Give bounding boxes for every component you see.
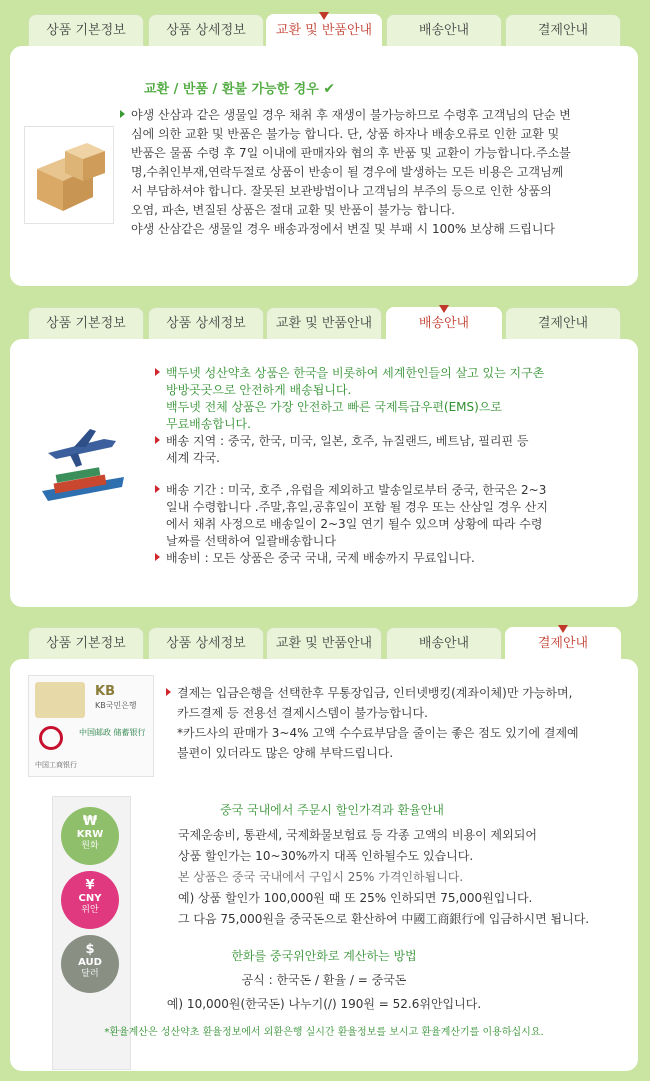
currency-symbol: ¥ — [85, 878, 95, 893]
payment-line: 카드결제 등 전용선 결제시스템이 불가능합니다. — [177, 706, 428, 720]
tab-payment[interactable] — [505, 627, 621, 663]
payment-body — [166, 683, 631, 763]
discount-line: 상품 할인가는 10~30%까지 대폭 인하될수도 있습니다. — [178, 849, 474, 863]
example-text: 예) 10,000원(한국돈) 나누기(/) 190원 = 52.6위안입니다. — [166, 997, 482, 1011]
transport-image — [34, 419, 130, 513]
tab-basic-info[interactable]: 상품 기본정보 — [28, 307, 144, 341]
bullet-icon — [166, 688, 171, 696]
shipping-item-region — [155, 433, 625, 467]
exchange-line-text: 야생 산삼과 같은 생물일 경우 채취 후 재생이 불가능하므로 수령후 고객님의 단순 변 — [131, 108, 571, 122]
shipping-line-text: 배송비 : 모든 상품은 중국 국내, 국제 배송까지 무료입니다. — [166, 551, 475, 565]
active-tab-marker-icon — [319, 12, 329, 20]
exchange-heading-text: 교환 / 반품 / 환불 가능한 경우 — [144, 82, 319, 97]
kb-logo-icon: KB — [95, 684, 115, 699]
shipping-line — [155, 365, 625, 382]
bullet-icon — [120, 110, 125, 118]
exchange-panel — [10, 46, 638, 286]
shipping-line-text: 배송 지역 : 중국, 한국, 미국, 일본, 호주, 뉴질랜드, 베트남, 필리핀 등 — [166, 434, 529, 448]
tab-detail-info[interactable]: 상품 상세정보 — [148, 307, 264, 341]
shipping-line: 에서 채취 사정으로 배송일이 2~3일 연기 될수 있으며 상황에 따라 수령 — [166, 517, 543, 531]
tab-payment[interactable]: 결제안내 — [505, 307, 621, 341]
currency-name: 달러 — [81, 969, 99, 979]
payment-line: 불편이 있더라도 많은 양해 부탁드립니다. — [177, 746, 394, 760]
shipping-line: 세계 각국. — [166, 451, 220, 465]
discount-line: 예) 상품 할인가 100,000원 때 또 25% 인하되면 75,000원입니다. — [178, 891, 533, 905]
active-tab-marker-icon — [439, 305, 449, 313]
currency-code: AUD — [78, 957, 102, 968]
currency-name: 위안 — [81, 905, 99, 915]
exchange-body — [120, 106, 630, 239]
bank-logos — [28, 675, 154, 777]
shipping-body — [155, 365, 625, 567]
tab-exchange[interactable]: 교환 및 반품안내 — [266, 307, 382, 341]
shipping-line-text: 백두넷 성산약초 상품은 한국을 비롯하여 세계한인들의 살고 있는 지구촌 — [166, 366, 545, 380]
tab-payment[interactable]: 결제안내 — [505, 14, 621, 48]
tab-label: 결제안내 — [537, 636, 589, 651]
bullet-icon — [155, 436, 160, 444]
discount-title: 중국 국내에서 주문시 할인가격과 환율안내 — [220, 803, 444, 817]
currency-symbol: ₩ — [82, 814, 98, 829]
tab-exchange[interactable]: 교환 및 반품안내 — [266, 627, 382, 661]
bank-card-image — [35, 682, 85, 718]
tab-bar — [28, 14, 628, 48]
shipping-section — [0, 293, 650, 613]
shipping-line: 일내 수령합니다 .주말,휴일,공휴일이 포함 될 경우 또는 산삼일 경우 산지 — [166, 500, 548, 514]
shipping-line: 무료배송합니다. — [166, 417, 251, 431]
airplane-ship-icon — [34, 419, 130, 513]
active-tab-marker-icon — [558, 625, 568, 633]
exchange-line: 야생 산삼같은 생물일 경우 배송과정에서 변질 및 부패 시 100% 보상해 드립니다 — [131, 222, 556, 236]
currency-name: 원화 — [81, 841, 99, 851]
boxes-image — [24, 126, 114, 224]
tab-label: 교환 및 반품안내 — [275, 23, 373, 38]
postal-bank-name: 中国邮政 储蓄银行 — [79, 728, 146, 737]
shipping-line: 백두넷 전체 상품은 가장 안전하고 빠른 국제특급우편(EMS)으로 — [166, 400, 503, 414]
checkmark-icon: ✔ — [323, 81, 336, 97]
exchange-line: 서 부담하셔야 합니다. 잘못된 보관방법이나 고객님의 부주의 등으로 인한 상품의 — [131, 184, 552, 198]
tab-bar — [28, 307, 628, 341]
currency-symbol: $ — [85, 942, 95, 957]
shipping-item-fee — [155, 550, 625, 567]
tab-shipping[interactable]: 배송안내 — [386, 627, 502, 661]
shipping-item-intro — [155, 365, 625, 433]
exchange-line: 오염, 파손, 변질된 상품은 절대 교환 및 반품이 불가능 합니다. — [131, 203, 455, 217]
exchange-line — [120, 106, 630, 125]
shipping-line-text: 배송 기간 : 미국, 호주 ,유럽을 제외하고 발송일로부터 중국, 한국은 2~3 — [166, 483, 547, 497]
discount-line: 국제운송비, 통관세, 국제화물보험료 등 각종 고액의 비용이 제외되어 — [178, 828, 537, 842]
payment-line: *카드사의 판매가 3~4% 고액 수수료부담을 줄이는 좋은 점도 있기에 결제예 — [177, 726, 579, 740]
tab-detail-info[interactable]: 상품 상세정보 — [148, 627, 264, 661]
tab-shipping[interactable] — [386, 307, 502, 343]
shipping-item-period — [155, 482, 625, 550]
discount-body — [178, 825, 628, 930]
cardboard-boxes-icon — [25, 127, 113, 223]
formula-text: 공식 : 한국돈 / 환율 / = 중국돈 — [241, 973, 407, 987]
discount-line: 그 다음 75,000원을 중국돈으로 환산하여 中國工商銀行에 입금하시면 됩니다. — [178, 912, 590, 926]
shipping-panel — [10, 339, 638, 607]
exchange-heading — [144, 78, 335, 97]
payment-panel — [10, 659, 638, 1071]
bullet-icon — [155, 485, 160, 493]
tab-bar — [28, 627, 628, 661]
bullet-icon — [155, 553, 160, 561]
tab-shipping[interactable]: 배송안내 — [386, 14, 502, 48]
shipping-line — [155, 550, 625, 567]
currency-code: CNY — [78, 893, 102, 904]
payment-line-text: 결제는 입금은행을 선택한후 무통장입금, 인터넷뱅킹(계좌이체)만 가능하며, — [177, 686, 573, 700]
tab-basic-info[interactable]: 상품 기본정보 — [28, 627, 144, 661]
tab-detail-info[interactable]: 상품 상세정보 — [148, 14, 264, 48]
convert-title: 한화를 중국위안화로 계산하는 방법 — [231, 949, 417, 963]
shipping-line — [155, 433, 625, 450]
exchange-line: 명,수취인부재,연락두절로 상품이 반송이 될 경우에 발생하는 모든 비용은 고객님께 — [131, 165, 564, 179]
bullet-icon — [155, 368, 160, 376]
footnote-text: *환율계산은 성산약초 환율정보에서 외환은행 실시간 환율정보를 보시고 환율계산기를 이용하십시요. — [104, 1027, 544, 1038]
currency-code: KRW — [76, 829, 104, 840]
tab-basic-info[interactable]: 상품 기본정보 — [28, 14, 144, 48]
payment-line — [166, 683, 631, 703]
payment-section — [0, 613, 650, 1081]
shipping-line — [155, 482, 625, 499]
currency-krw-icon — [61, 807, 119, 865]
exchange-line: 반품은 물품 수령 후 7일 이내에 판매자와 협의 후 반품 및 교환이 가능합니다.주소불 — [131, 146, 571, 160]
tab-label: 배송안내 — [418, 316, 470, 331]
exchange-line: 심에 의한 교환 및 반품은 불가능 합니다. 단, 상품 하자나 배송오류로 인한 교환 및 — [131, 127, 560, 141]
currency-cny-icon — [61, 871, 119, 929]
discount-line: 본 상품은 중국 국내에서 구입시 25% 가격인하됩니다. — [178, 870, 464, 884]
icbc-logo-icon — [39, 726, 63, 750]
icbc-bank-name: 中国工商银行 — [35, 761, 77, 769]
kb-bank-name: KB국민은행 — [95, 701, 137, 710]
tab-exchange[interactable] — [266, 14, 382, 50]
exchange-section — [0, 0, 650, 293]
shipping-line: 방방곳곳으로 안전하게 배송됩니다. — [166, 383, 352, 397]
shipping-line: 날짜를 선택하여 일괄배송합니다 — [166, 534, 336, 548]
